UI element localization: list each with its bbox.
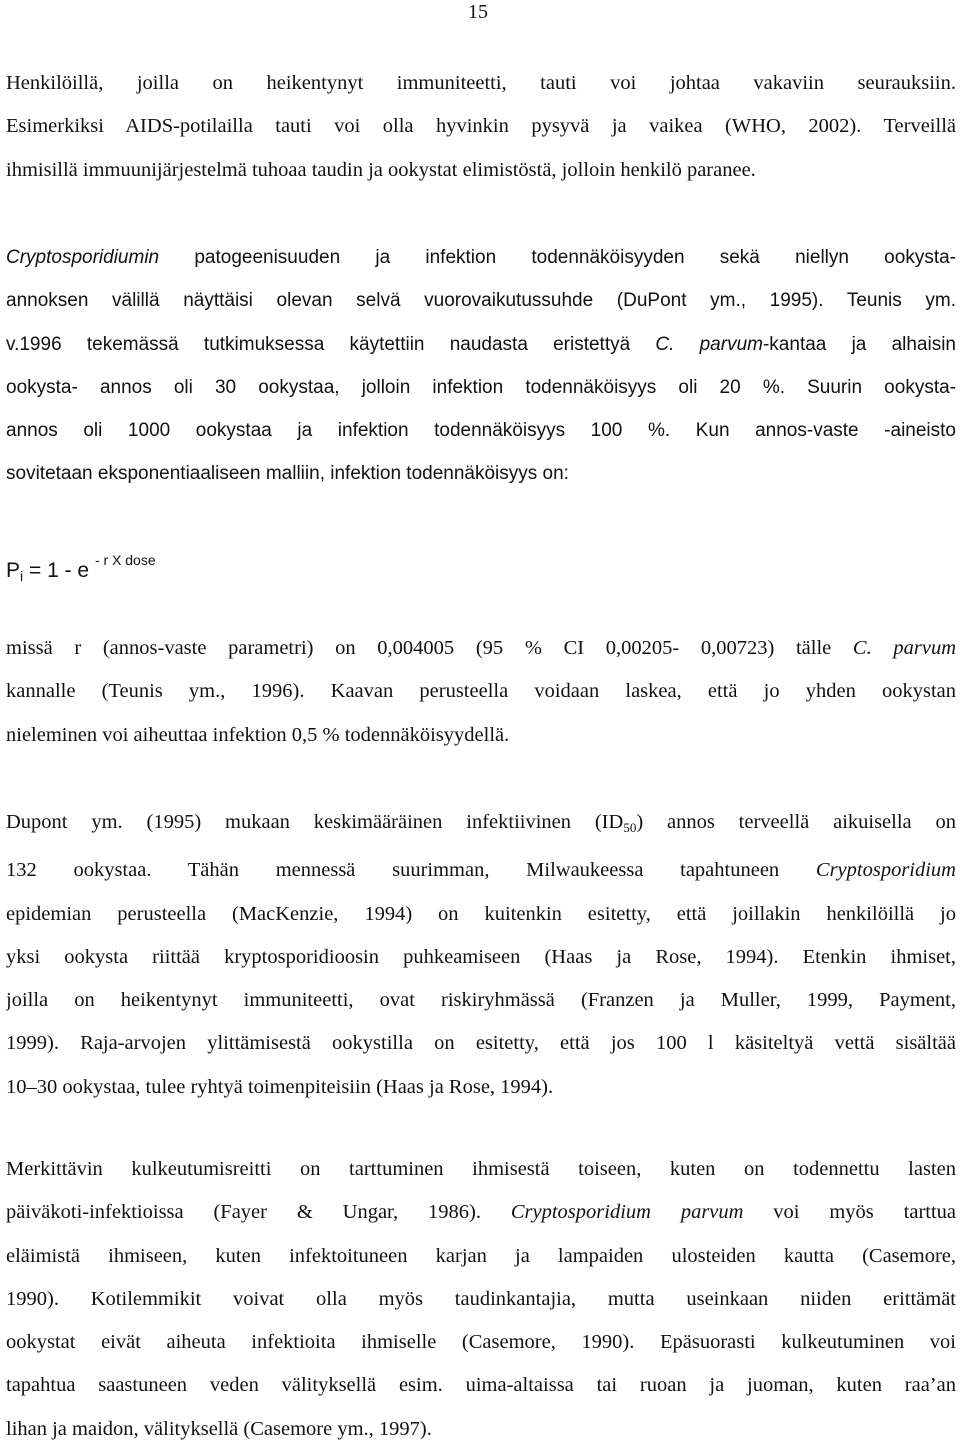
paragraph-infective-dose	[6, 801, 956, 1109]
page-number: 15	[468, 1, 488, 23]
text-line: ookysta- annos oli 30 ookystaa, jolloin infektion todennäköisyys oli 20 %. Suurin ookysta-	[6, 376, 956, 398]
text-line: annoksen välillä näyttäisi olevan selvä vuorovaikutussuhde (DuPont ym., 1995). Teunis ym.	[6, 290, 956, 312]
text-line	[6, 323, 956, 366]
text-run: voi myös tarttua	[743, 1201, 956, 1224]
text-run: päiväkoti-infektioissa (Fayer & Ungar, 1986).	[6, 1201, 511, 1224]
text-line: ookystat eivät aiheuta infektioita ihmiselle (Casemore, 1990). Epäsuorasti kulkeutuminen voi	[6, 1331, 956, 1354]
text-line: nieleminen voi aiheuttaa infektion 0,5 % todennäköisyydellä.	[6, 723, 510, 746]
text-run: -kantaa ja alhaisin	[762, 333, 956, 355]
paragraph-dose-response	[6, 236, 956, 496]
species-name: C. parvum	[852, 637, 956, 659]
text-line: 1990). Kotilemmikit voivat olla myös taudinkantajia, mutta useinkaan niiden erittämät	[6, 1287, 956, 1310]
text-line: 10–30 ookystaa, tulee ryhtyä toimenpiteisiin (Haas ja Rose, 1994).	[6, 1075, 554, 1098]
text-run: ) annos terveellä aikuisella on	[636, 811, 956, 833]
formula-symbol: P	[6, 559, 21, 582]
text-run: patogeenisuuden ja infektion todennäköisyyden sekä niellyn ookysta-	[159, 247, 956, 268]
text-line: Esimerkiksi AIDS-potilailla tauti voi olla hyvinkin pysyvä ja vaikea (WHO, 2002). Terveillä	[6, 115, 956, 138]
text-line: sovitetaan eksponentiaaliseen malliin, infektion todennäköisyys on:	[6, 463, 569, 485]
text-run: 132 ookystaa. Tähän mennessä suurimman, Milwaukeessa tapahtuneen	[6, 859, 816, 882]
formula-body: = 1 - e	[23, 559, 95, 582]
text-run: Dupont ym. (1995) mukaan keskimääräinen infektiivinen (ID	[6, 811, 624, 833]
species-name: C. parvum	[655, 333, 763, 355]
text-line: yksi ookysta riittää kryptosporidioosin puhkeamiseen (Haas ja Rose, 1994). Etenkin ihmiset,	[6, 945, 956, 968]
species-name: Cryptosporidiumin	[6, 247, 160, 268]
species-name: Cryptosporidium parvum	[510, 1201, 744, 1224]
text-line: Henkilöillä, joilla on heikentynyt immuniteetti, tauti voi johtaa vakaviin seurauksiin.	[6, 72, 956, 94]
text-line: ihmisillä immuunijärjestelmä tuhoaa taudin ja ookystat elimistöstä, jolloin henkilö paranee.	[6, 158, 756, 181]
text-line: eläimistä ihmiseen, kuten infektoituneen karjan ja lampaiden ulosteiden kautta (Casemore,	[6, 1244, 956, 1267]
text-line: annos oli 1000 ookystaa ja infektion todennäköisyys 100 %. Kun annos-vaste -aineisto	[6, 420, 956, 442]
text-line: epidemian perusteella (MacKenzie, 1994) on kuitenkin esitetty, että joillakin henkilöillä jo	[6, 902, 956, 925]
text-line	[6, 849, 956, 892]
text-line	[6, 1191, 956, 1234]
text-run: v.1996 tekemässä tutkimuksessa käytettiin naudasta eristettyä	[6, 333, 656, 355]
text-line	[6, 236, 956, 279]
paragraph-transmission	[6, 1148, 956, 1451]
formula-subscript: i	[20, 568, 24, 584]
paragraph-immunity	[6, 62, 956, 192]
species-name: Cryptosporidium	[815, 859, 956, 882]
text-line: kannalle (Teunis ym., 1996). Kaavan perusteella voidaan laskea, että jo yhden ookystan	[6, 680, 956, 703]
text-line: joilla on heikentynyt immuniteetti, ovat riskiryhmässä (Franzen ja Muller, 1999, Payment,	[6, 989, 956, 1012]
text-line: tapahtua saastuneen veden välityksellä esim. uima-altaissa tai ruoan ja juoman, kuten raa’an	[6, 1374, 956, 1397]
text-line	[6, 627, 956, 670]
text-line: lihan ja maidon, välityksellä (Casemore ym., 1997).	[6, 1417, 432, 1440]
text-line	[6, 801, 956, 849]
paragraph-parameter	[6, 627, 956, 757]
text-run: missä r (annos-vaste parametri) on 0,004005 (95 % CI 0,00205- 0,00723) tälle	[6, 637, 853, 659]
text-line: 1999). Raja-arvojen ylittämisestä ookystilla on esitetty, että jos 100 l käsiteltyä vettä sisältää	[6, 1032, 956, 1055]
subscript: 50	[623, 820, 637, 835]
infection-probability-formula	[6, 540, 156, 596]
text-line: Merkittävin kulkeutumisreitti on tarttuminen ihmisestä toiseen, kuten on todennettu lasten	[6, 1158, 956, 1180]
formula-exponent: - r X dose	[94, 552, 156, 568]
